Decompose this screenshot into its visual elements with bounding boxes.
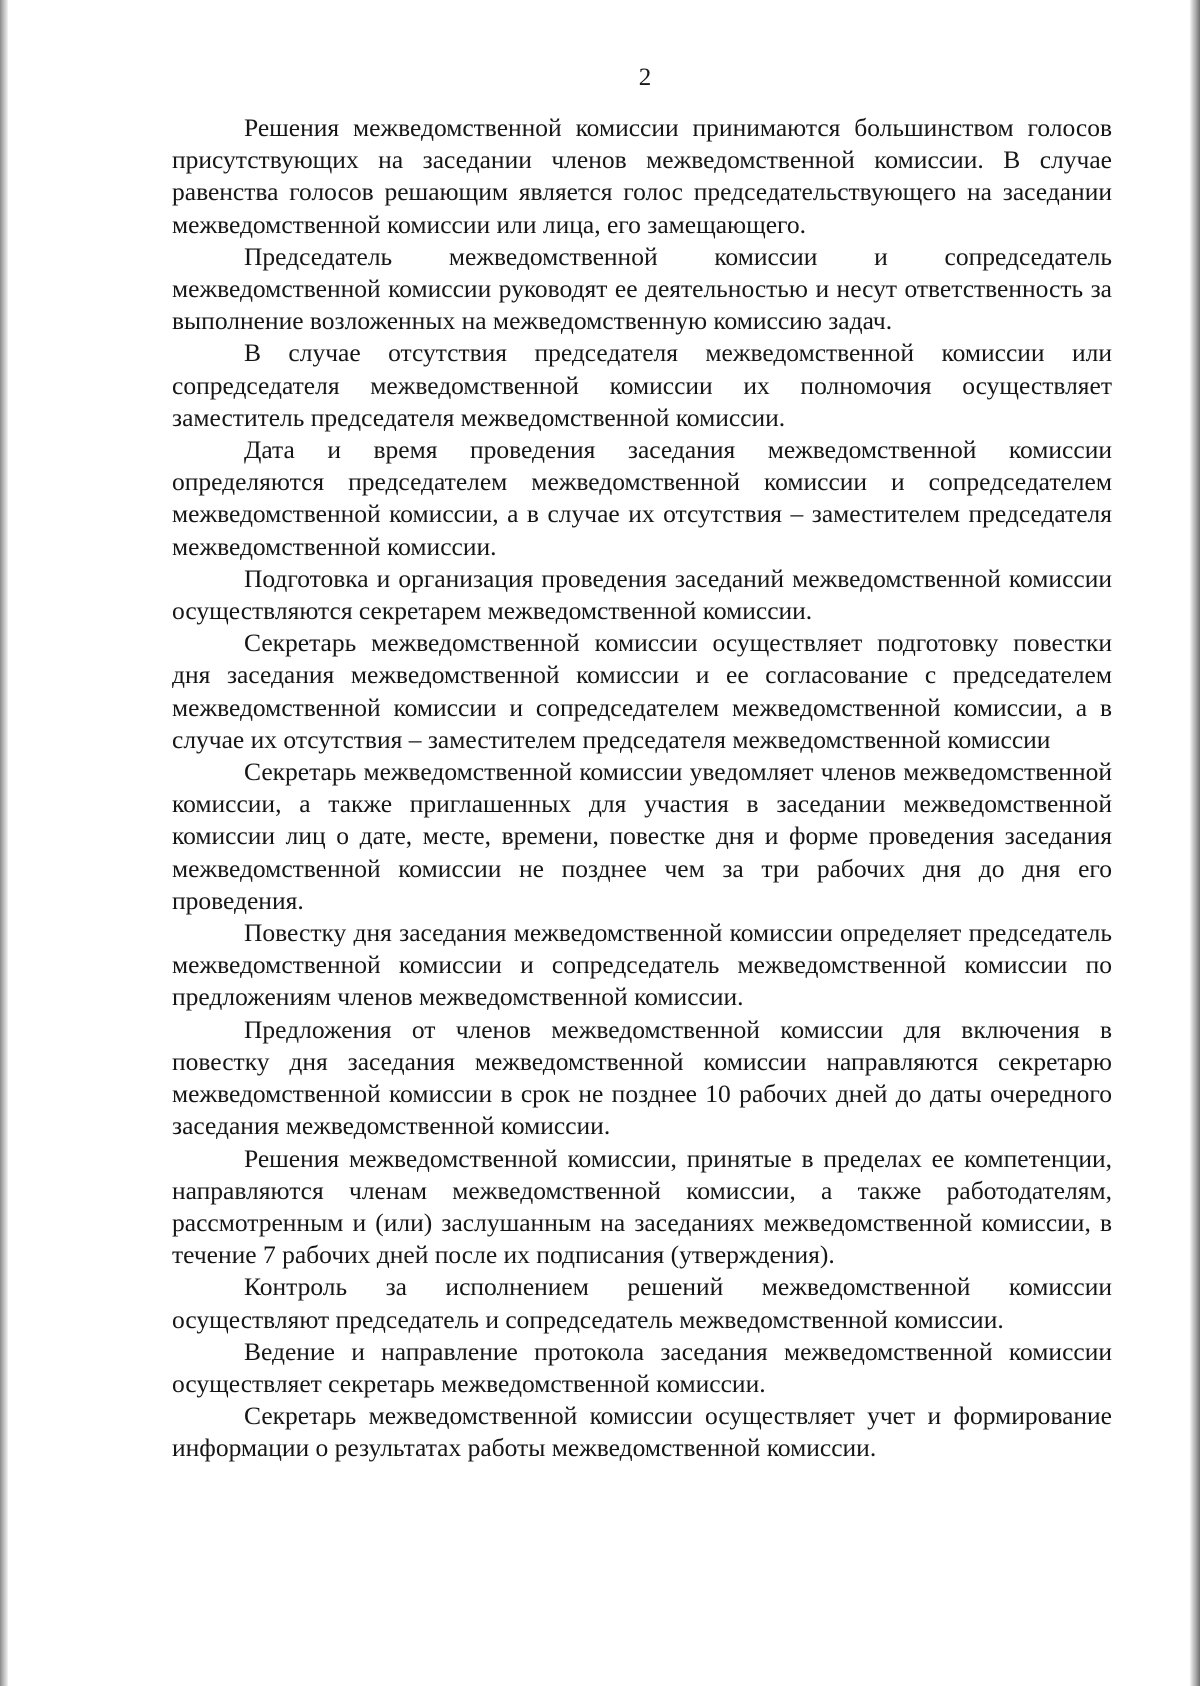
paragraph-8: Повестку дня заседания межведомственной комиссии определяет председатель межведомственной комиссии и сопредседатель межведомственной комиссии по предложениям членов межведомственной комиссии.	[172, 918, 1112, 1012]
paragraph-12: Ведение и направление протокола заседания межведомственной комиссии осуществляет секретарь межведомственной комиссии.	[172, 1336, 1112, 1398]
paragraph-9: Предложения от членов межведомственной комиссии для включения в повестку дня заседания межведомственной комиссии направляются секретарю межведомственной комиссии в срок не позднее 10 рабочих дней до даты очередного заседания межведомственной комиссии.	[172, 1014, 1112, 1141]
paragraph-2: Председатель межведомственной комиссии и сопредседатель межведомственной комиссии руководят ее деятельностью и несут ответственность за выполнение возложенных на межведомственную комиссию задач.	[172, 241, 1112, 336]
document-body	[172, 112, 1112, 1465]
paragraph-10: Решения межведомственной комиссии, принятые в пределах ее компетенции, направляются членам межведомственной комиссии, а также работодателям, рассмотренным и (или) заслушанным на заседаниях межведомственной комиссии, в течение 7 рабочих дней после их подписания (утверждения).	[172, 1143, 1112, 1270]
paragraph-11: Контроль за исполнением решений межведомственной комиссии осуществляют председатель и сопредседатель межведомственной комиссии.	[172, 1272, 1112, 1334]
paragraph-4: Дата и время проведения заседания межведомственной комиссии определяются председателем межведомственной комиссии и сопредседателем межведомственной комиссии, а в случае их отсутствия – заместителем председателя межведомственной комиссии.	[172, 435, 1112, 561]
scan-edge-left	[0, 0, 8, 1686]
paragraph-3: В случае отсутствия председателя межведомственной комиссии или сопредседателя межведомственной комиссии их полномочия осуществляет заместитель председателя межведомственной комиссии.	[172, 338, 1112, 432]
paragraph-5: Подготовка и организация проведения заседаний межведомственной комиссии осуществляются секретарем межведомственной комиссии.	[172, 563, 1112, 626]
paragraph-1: Решения межведомственной комиссии принимаются большинством голосов присутствующих на заседании членов межведомственной комиссии. В случае равенства голосов решающим является голос председательствующего на заседании межведомственной комиссии или лица, его замещающего.	[172, 113, 1112, 239]
page-number: 2	[638, 64, 652, 91]
paragraph-6: Секретарь межведомственной комиссии осуществляет подготовку повестки дня заседания межведомственной комиссии и ее согласование с председателем межведомственной комиссии и сопредседателем межведомственной комиссии, а в случае их отсутствия – заместителем председателя межведомственной комиссии	[172, 628, 1112, 754]
scan-edge-right	[1190, 0, 1200, 1686]
paragraph-7: Секретарь межведомственной комиссии уведомляет членов межведомственной комиссии, а также приглашенных для участия в заседании межведомственной комиссии лиц о дате, месте, времени, повестке дня и форме проведения заседания межведомственной комиссии не позднее чем за три рабочих дня до дня его проведения.	[172, 757, 1112, 915]
paragraph-13: Секретарь межведомственной комиссии осуществляет учет и формирование информации о результатах работы межведомственной комиссии.	[172, 1401, 1112, 1463]
